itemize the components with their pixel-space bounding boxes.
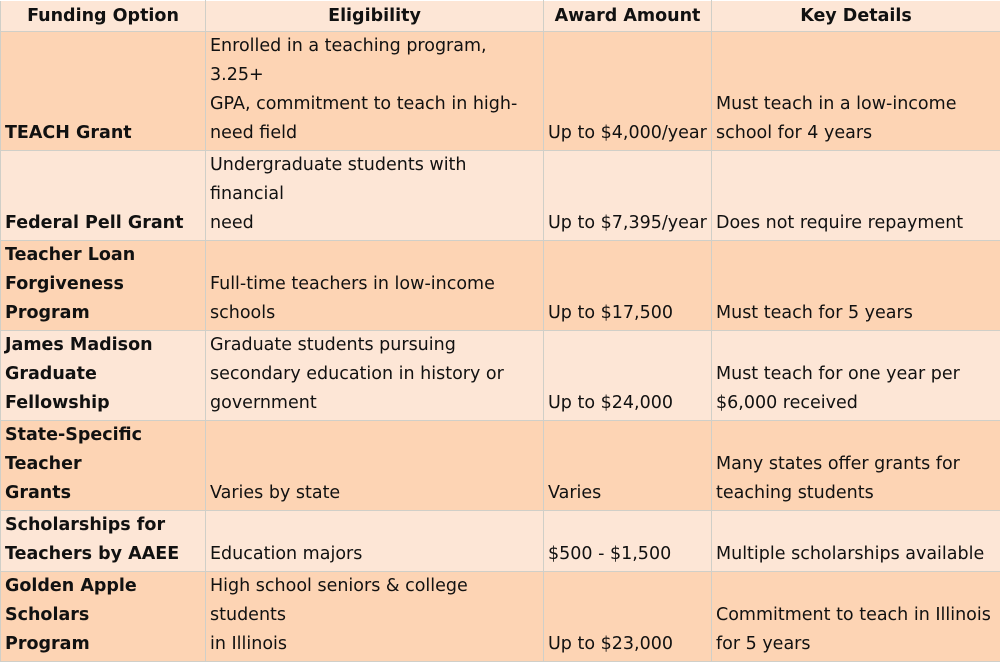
cell-line: $500 - $1,500	[548, 540, 711, 569]
cell-line: High school seniors & college students	[210, 572, 543, 630]
eligibility-cell[interactable]	[206, 572, 544, 662]
table-row	[1, 32, 1000, 151]
table-row	[1, 331, 1000, 421]
award-amount-cell[interactable]	[544, 511, 712, 572]
header-eligibility[interactable]: Eligibility	[206, 1, 544, 32]
cell-line: Does not require repayment	[716, 209, 1000, 238]
cell-line: Enrolled in a teaching program, 3.25+	[210, 32, 543, 90]
header-award-amount[interactable]: Award Amount	[544, 1, 712, 32]
header-row	[1, 1, 1000, 32]
cell-line: need	[210, 209, 543, 238]
cell-line: Multiple scholarships available	[716, 540, 1000, 569]
cell-line: Varies by state	[210, 479, 543, 508]
cell-line: schools	[210, 299, 543, 328]
eligibility-cell[interactable]	[206, 32, 544, 151]
funding-option-cell[interactable]	[1, 572, 206, 662]
cell-line: Up to $4,000/year	[548, 119, 711, 148]
cell-line: Teacher Loan	[5, 241, 205, 270]
award-amount-cell[interactable]	[544, 241, 712, 331]
cell-line: James Madison	[5, 331, 205, 360]
funding-option-cell[interactable]	[1, 241, 206, 331]
eligibility-cell[interactable]	[206, 241, 544, 331]
header-funding-option[interactable]: Funding Option	[1, 1, 206, 32]
cell-line: government	[210, 389, 543, 418]
cell-line: Undergraduate students with financial	[210, 151, 543, 209]
award-amount-cell[interactable]	[544, 572, 712, 662]
eligibility-cell[interactable]	[206, 151, 544, 241]
eligibility-cell[interactable]	[206, 331, 544, 421]
funding-option-cell[interactable]	[1, 331, 206, 421]
cell-line: Full-time teachers in low-income	[210, 270, 543, 299]
cell-line: school for 4 years	[716, 119, 1000, 148]
cell-line: Graduate Fellowship	[5, 360, 205, 418]
cell-line: for 5 years	[716, 630, 1000, 659]
table-row	[1, 572, 1000, 662]
award-amount-cell[interactable]	[544, 421, 712, 511]
funding-option-cell[interactable]	[1, 151, 206, 241]
cell-line: teaching students	[716, 479, 1000, 508]
cell-line: Forgiveness Program	[5, 270, 205, 328]
cell-line: Up to $23,000	[548, 630, 711, 659]
table-row	[1, 511, 1000, 572]
cell-line: Up to $17,500	[548, 299, 711, 328]
cell-line: Commitment to teach in Illinois	[716, 601, 1000, 630]
cell-line: secondary education in history or	[210, 360, 543, 389]
table-row	[1, 421, 1000, 511]
award-amount-cell[interactable]	[544, 331, 712, 421]
key-details-cell[interactable]	[712, 32, 1000, 151]
cell-line: Many states offer grants for	[716, 450, 1000, 479]
key-details-cell[interactable]	[712, 331, 1000, 421]
cell-line: Education majors	[210, 540, 543, 569]
cell-line: GPA, commitment to teach in high-	[210, 90, 543, 119]
cell-line: Must teach for 5 years	[716, 299, 1000, 328]
cell-line: Up to $24,000	[548, 389, 711, 418]
eligibility-cell[interactable]	[206, 511, 544, 572]
cell-line: Graduate students pursuing	[210, 331, 543, 360]
cell-line: Must teach in a low-income	[716, 90, 1000, 119]
award-amount-cell[interactable]	[544, 151, 712, 241]
cell-line: Varies	[548, 479, 711, 508]
key-details-cell[interactable]	[712, 572, 1000, 662]
cell-line: $6,000 received	[716, 389, 1000, 418]
cell-line: in Illinois	[210, 630, 543, 659]
table-row	[1, 241, 1000, 331]
cell-line: Grants	[5, 479, 205, 508]
cell-line: TEACH Grant	[5, 119, 205, 148]
cell-line: Must teach for one year per	[716, 360, 1000, 389]
cell-line: Program	[5, 630, 205, 659]
cell-line: Federal Pell Grant	[5, 209, 205, 238]
funding-option-cell[interactable]	[1, 32, 206, 151]
cell-line: Scholarships for	[5, 511, 205, 540]
eligibility-cell[interactable]	[206, 421, 544, 511]
cell-line: Golden Apple Scholars	[5, 572, 205, 630]
header-key-details[interactable]: Key Details	[712, 1, 1000, 32]
funding-option-cell[interactable]	[1, 511, 206, 572]
cell-line: Teachers by AAEE	[5, 540, 205, 569]
key-details-cell[interactable]	[712, 421, 1000, 511]
key-details-cell[interactable]	[712, 241, 1000, 331]
key-details-cell[interactable]	[712, 511, 1000, 572]
cell-line: Up to $7,395/year	[548, 209, 711, 238]
funding-option-cell[interactable]	[1, 421, 206, 511]
cell-line: State-Specific Teacher	[5, 421, 205, 479]
key-details-cell[interactable]	[712, 151, 1000, 241]
table-row	[1, 151, 1000, 241]
cell-line: need field	[210, 119, 543, 148]
award-amount-cell[interactable]	[544, 32, 712, 151]
